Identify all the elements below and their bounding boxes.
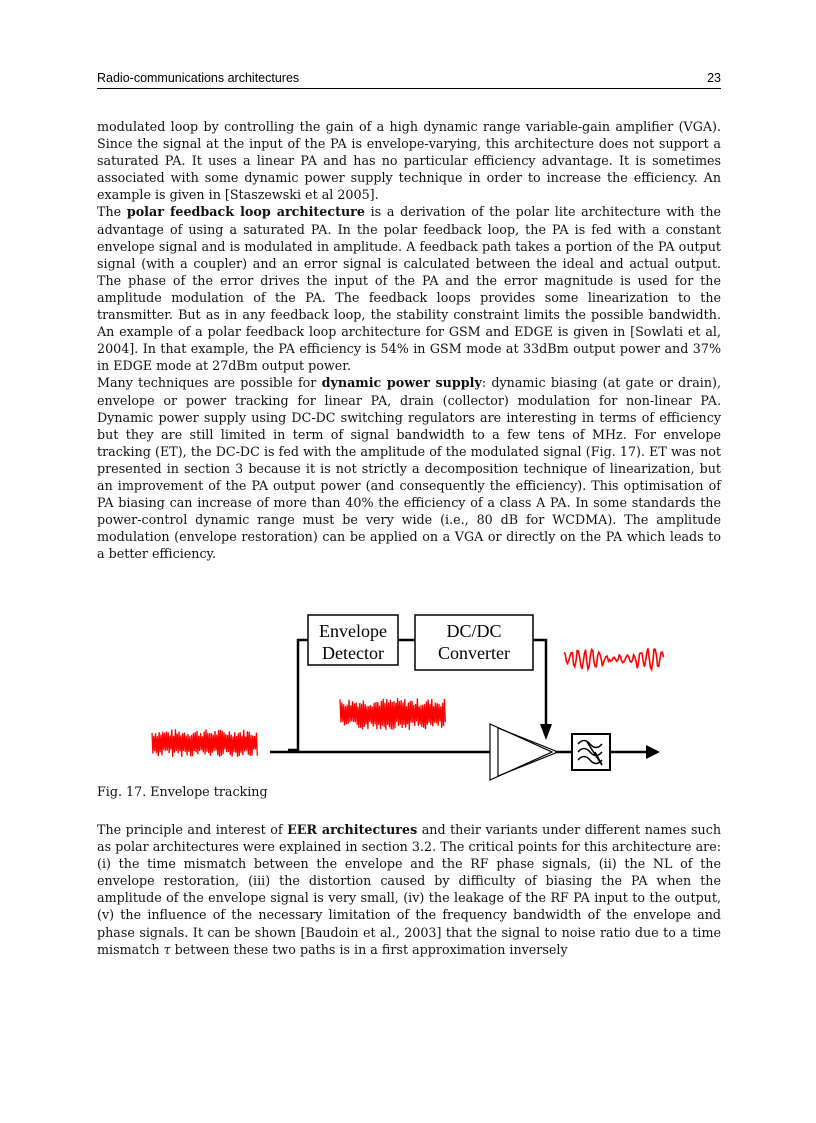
- envelope-tracking-figure: [140, 612, 680, 787]
- power-amplifier: [490, 724, 552, 780]
- tau-symbol: τ: [163, 941, 171, 957]
- figure-caption: Fig. 17. Envelope tracking: [97, 784, 268, 799]
- paragraph-eer: The principle and interest of EER architectures and their variants under different names such as polar architectures were explained in section 3.2. The critical points for this architecture are: (i) the time mismatch between the envelope and the RF phase signals, (ii) the NL of the envelope restoration, (iii) the distortion caused by difficulty of biasing the PA when the amplitude of the envelope signal is very small, (iv) the leakage of the RF PA input to the output, (v) the influence of the necessary limitation of the frequency bandwidth of the envelope and phase signals. It can be shown [Baudoin et al., 2003] that the signal to noise ratio due to a time mismatch τ between these two paths is in a first approximation inversely: [97, 822, 721, 957]
- term-polar-feedback-loop: polar feedback loop architecture: [126, 204, 365, 220]
- page-number: 23: [707, 71, 721, 85]
- paragraph-vga: modulated loop by controlling the gain of a high dynamic range variable-gain amplifier (VGA). Since the signal at the input of the PA is envelope-varying, this architecture does not support a saturated PA. It uses a linear PA and has no particular efficiency advantage. It is sometimes associated with some dynamic power supply technique in order to increase the efficiency. An example is given in [Staszewski et al 2005].: [97, 119, 721, 203]
- amplified-rf-signal: [340, 698, 445, 730]
- body-text-lower: [97, 821, 721, 958]
- input-rf-signal: [152, 729, 257, 757]
- header-title: Radio-communications architectures: [97, 71, 300, 85]
- dcdc-label-2: Converter: [438, 643, 510, 663]
- paragraph-dynamic-power-supply: Many techniques are possible for dynamic power supply: dynamic biasing (at gate or drain), envelope or power tracking for linear PA, drain (collector) modulation for non-linear PA. Dynamic power supply using DC-DC switching regulators are interesting in terms of efficiency but they are still limited in term of signal bandwidth to a few tens of MHz. For envelope tracking (ET), the DC-DC is fed with the amplitude of the modulated signal (Fig. 17). ET was not presented in section 3 because it is not strictly a decomposition technique of linearization, but an improvement of the PA output power (and consequently the efficiency). This optimisation of PA biasing can increase of more than 40% the efficiency of a class A PA. In some standards the power-control dynamic range must be very wide (i.e., 80 dB for WCDMA). The amplitude modulation (envelope restoration) can be applied on a VGA or directly on the PA which leads to a better efficiency.: [97, 375, 721, 562]
- term-eer-architectures: EER architectures: [287, 822, 418, 837]
- body-text-upper: [97, 118, 721, 562]
- envelope-detector-label-1: Envelope: [319, 621, 387, 641]
- running-header: [97, 70, 721, 89]
- envelope-detector-label-2: Detector: [322, 643, 384, 663]
- output-arrow: [646, 745, 660, 759]
- paragraph-polar-feedback: The polar feedback loop architecture is a derivation of the polar lite architecture with the advantage of using a saturated PA. In the polar feedback loop, the PA is fed with a constant envelope signal and is modulated in amplitude. A feedback path takes a portion of the PA output signal (with a coupler) and an error signal is calculated between the ideal and actual output. The phase of the error drives the input of the PA and the error magnitude is used for the amplitude modulation of the PA. The feedback loops provides some linearization to the transmitter. But as in any feedback loop, the stability constraint limits the possible bandwidth. An example of a polar feedback loop architecture for GSM and EDGE is given in [Sowlati et al, 2004]. In that example, the PA efficiency is 54% in GSM mode at 33dBm output power and 37% in EDGE mode at 27dBm output power.: [97, 204, 722, 374]
- arrow-to-pa: [540, 724, 552, 740]
- dcdc-label-1: DC/DC: [446, 621, 502, 641]
- term-dynamic-power-supply: dynamic power supply: [321, 375, 482, 391]
- envelope-signal: [564, 648, 664, 669]
